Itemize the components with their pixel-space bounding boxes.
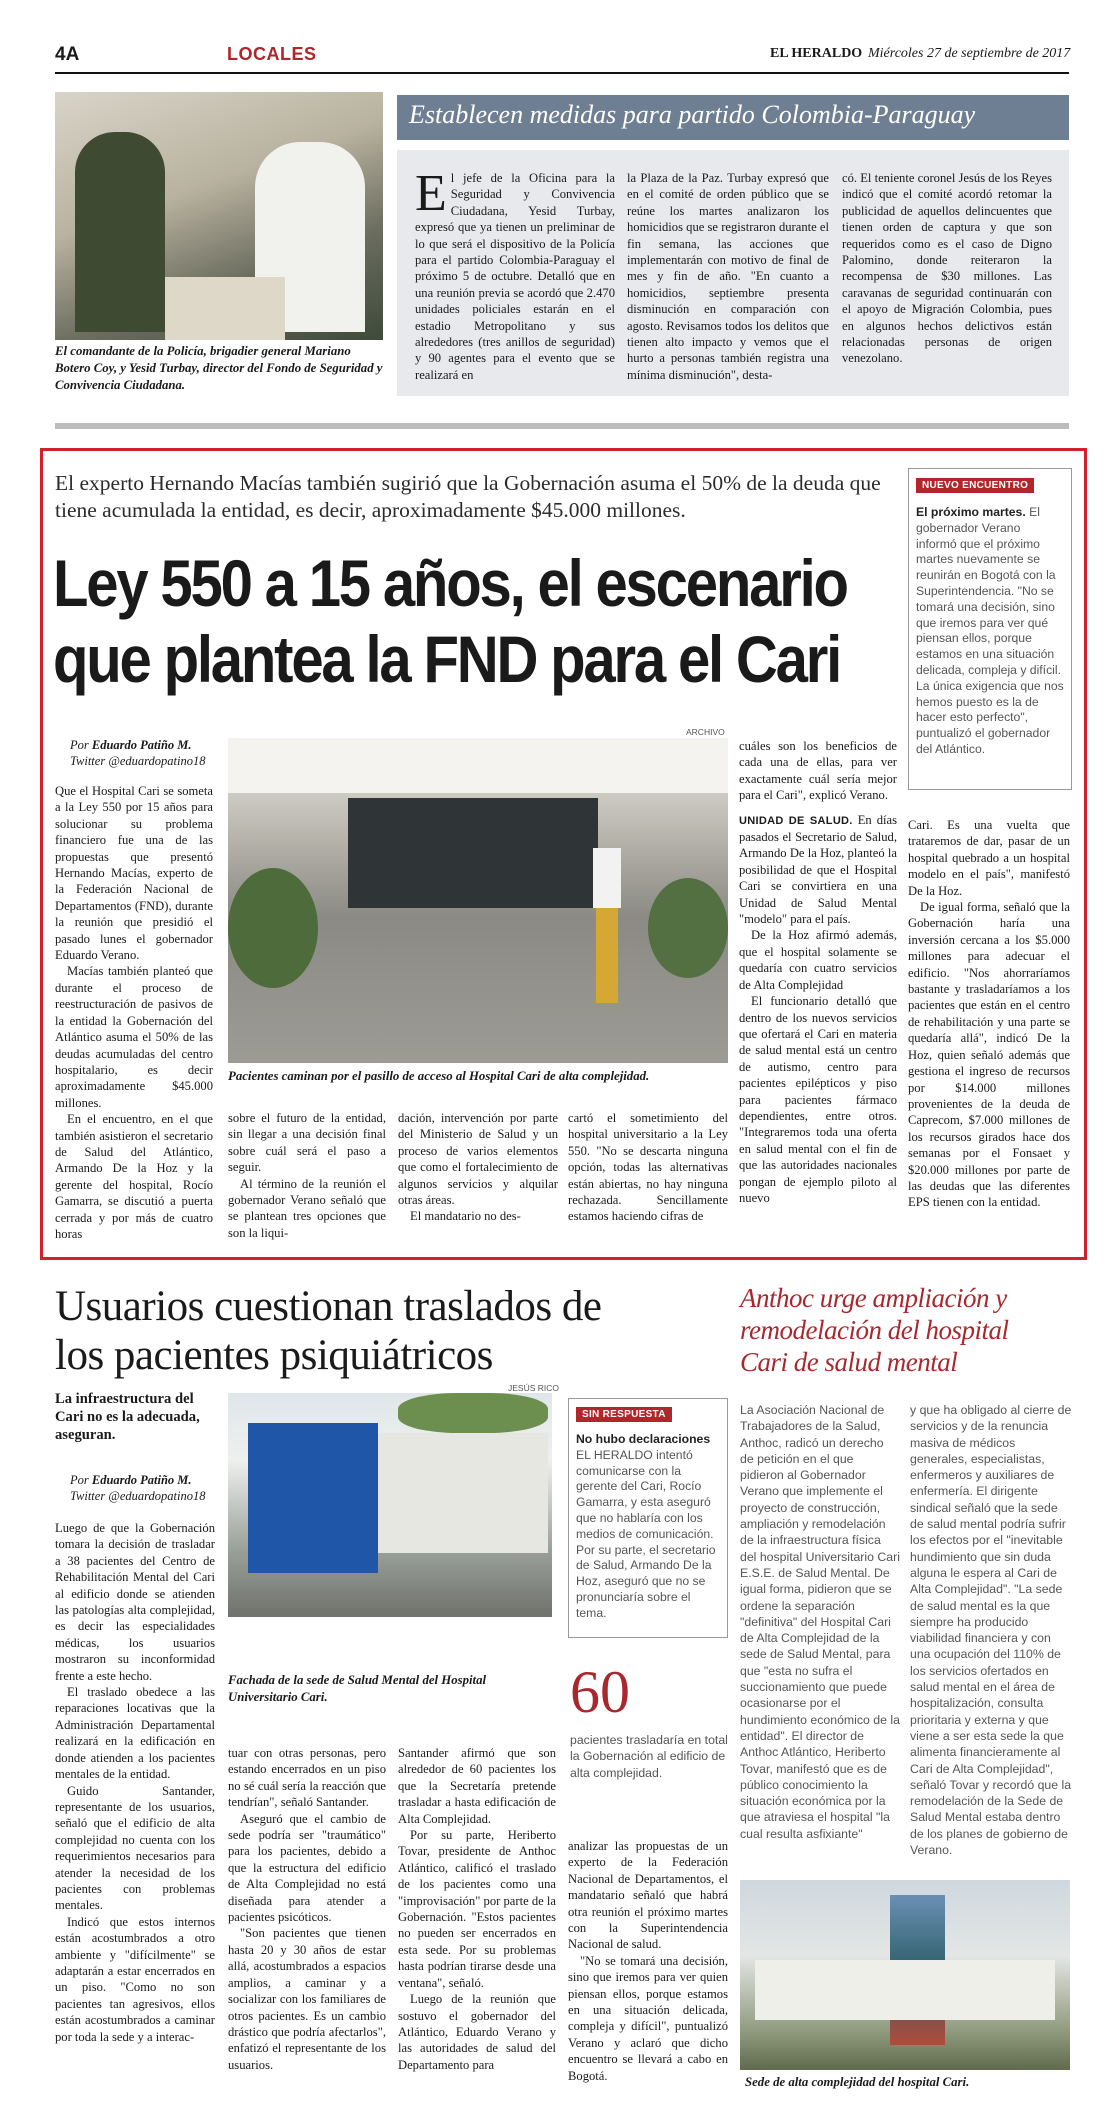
building-wing (755, 1960, 1055, 2020)
story4-headline: Anthoc urge ampliación y remodelación del hospital Cari de salud mental (740, 1283, 1009, 1377)
header-rule (55, 72, 1069, 74)
story3-col3-p2: Por su parte, Heriberto Tovar, presidente de Anthoc Atlántico, calificó el traslado de los pacientes como una "improvisación" por parte de la Gobernación. "Estos pacientes no pueden ser encerrados en esta sede. Por su problemas hasta podrían tirarse desde una ventana", señaló. (398, 1828, 556, 1990)
sidebar-body: El gobernador Verano informó que el próximo martes nuevamente se reunirán en Bogotá con la Superintendencia. "No se tomará una decisión, sino que iremos para ver qué piensan ellos, porque estamos en una situación delicada, compleja y difícil. La única exigencia que nos hemos puesto es la de hacer esto perfecto", puntualizó el gobernador del Atlántico. (916, 505, 1064, 756)
page-number: 4A (55, 44, 80, 65)
byline-name: Eduardo Patiño M. (91, 1473, 192, 1487)
story3-col2-p2: Aseguró que el cambio de sede podría ser "traumático" para los pacientes, debido a que la estructura del edificio de Alta Complejidad no está diseñada para atender a pacientes psicóticos. (228, 1811, 386, 1925)
story3-col3-p1: Santander afirmó que son alrededor de 60 pacientes los que la Secretaría pretende trasladar a hasta edificación de Alta Complejidad. (398, 1746, 556, 1826)
officer-figure (75, 132, 165, 332)
main-col4-p1: cartó el sometimiento del hospital universitario a la Ley 550. "No se descarta ninguna opción, todas las alternativas están abiertas, no hay ninguna rechazada. Sencillamente estamos haciendo cifras de (568, 1111, 728, 1224)
byline-twitter: Twitter @eduardopatino18 (70, 1489, 206, 1503)
main-col2-p1: sobre el futuro de la entidad, sin llegar a una decisión final sobre cuál será el paso a seguir. (228, 1111, 386, 1175)
plant-right (648, 878, 728, 978)
main-col3 (398, 1110, 558, 1241)
story3-byline (70, 1472, 205, 1504)
main-col1 (55, 783, 213, 1241)
story4-col1: La Asociación Nacional de Trabajadores de la Salud, Anthoc, radicó un derecho de petición en el que pidieron al Gobernador Verano que implemente el proyecto de construcción, ampliación y remodelación de la infraestructura física del hospital Universitario Cari E.S.E. de Salud Mental. De igual forma, pidieron que se ordene la separación "definitiva" del Hospital Cari de Alta Complejidad de la sede de Salud Mental, para que "esta no sufra el succionamiento que puede ocasionarse por el hundimiento económico de la entidad". El director de Anthoc Atlántico, Heriberto Tovar, manifestó que es de público conocimiento la situación económica por la que atraviesa el hospital "la cual resulta asfixiante" (740, 1403, 900, 1841)
no-response-tag: SIN RESPUESTA (576, 1407, 672, 1422)
desk (165, 277, 285, 340)
story3-col3-p3: Luego de la reunión que sostuvo el gobernador del Atlántico, Eduardo Verano y las autoridades de salud del Departamento para (398, 1992, 556, 2072)
story3-col2-p3: "Son pacientes que tienen hasta 20 y 30 años de estar allá, acostumbrados a espacios amplios, a caminar y a socializar con los familiares de otros pacientes. Es un cambio drástico que podría afectarlos", enfatizó el representante de los usuarios. (228, 1926, 386, 2072)
main-col1-p1: Que el Hospital Cari se someta a la Ley 550 por 15 años para solucionar su problema financiero fue una de las propuestas que presentó Hernando Macías, experto de la Federación Nacional de Departamentos (FND), durante la reunión que presidió el pasado lunes el gobernador Eduardo Verano. (55, 784, 213, 963)
main-headline (53, 545, 847, 697)
main-col5-p2 (739, 812, 897, 928)
main-photo (228, 738, 728, 1063)
story3-col3 (398, 1745, 556, 2090)
sidebar-text (916, 505, 1064, 758)
subhead-unidad: UNIDAD DE SALUD. (739, 814, 853, 827)
main-col2 (228, 1110, 386, 1241)
no-response-title: No hubo declaraciones (576, 1432, 711, 1446)
story3-col2 (228, 1745, 386, 2090)
story3-photo (228, 1393, 552, 1617)
person-pants (596, 908, 618, 1003)
main-byline (70, 737, 205, 769)
main-col3-p2: El mandatario no des- (410, 1209, 521, 1224)
no-response-text (576, 1432, 720, 1622)
story3-headline: Usuarios cuestionan traslados de los pacientes psiquiátricos (55, 1283, 602, 1379)
sidebar-tag: NUEVO ENCUENTRO (916, 478, 1034, 493)
main-col3-p1: dación, intervención por parte del Ministerio de Salud y un proceso de varios elementos que como el fortalecimiento de algunos servicios y alquilar otras áreas. (398, 1111, 558, 1208)
main-col5-p2-text: En días pasados el Secretario de Salud, Armando De la Hoz, planteó la posibilidad de que el Hospital Cari se convirtiera en una Unidad de Salud Mental "modelo" para el país. (739, 812, 897, 927)
sidebar-title: El próximo martes. (916, 505, 1026, 519)
main-headline-line2: que plantea la FND para el Cari (53, 622, 841, 696)
ceiling (228, 738, 728, 793)
issue-date: Miércoles 27 de septiembre de 2017 (868, 46, 1071, 61)
blue-facade (248, 1423, 378, 1573)
main-col5 (739, 738, 897, 1241)
story3-photo-credit: JESÚS RICO (508, 1383, 560, 1393)
byline-name: Eduardo Patiño M. (91, 738, 192, 752)
story1-col1-text: l jefe de la Oficina para la Seguridad y Convivencia Ciudadana, Yesid Turbay, expresó que ya tienen un preliminar de lo que será el dispositivo de la Policía para el partido Colombia-Paraguay el próximo 5 de octubre. Detalló que en una reunión previa se acordó que 2.470 unidades policiales estarán en el estadio Metropolitano y sus alrededores (tres anillos de seguridad) y 90 agentes para el evento que se realizará en (415, 171, 615, 382)
story3-photo-caption: Fachada de la sede de Salud Mental del Hospital Universitario Cari. (228, 1673, 487, 1704)
sidebar-box (908, 468, 1072, 790)
newspaper-name: EL HERALDO (770, 46, 863, 61)
main-col5-p1: cuáles son los beneficios de cada una de ellas, para ver exactamente cuál sería mejor para el Cari", explicó Verano. (739, 739, 897, 803)
main-photo-caption: Pacientes caminan por el pasillo de acceso al Hospital Cari de alta complejidad. (228, 1069, 650, 1083)
section-divider (55, 423, 1069, 429)
story3-col4 (568, 1838, 728, 2090)
story3-summary: La infraestructura del Cari no es la adecuada, aseguran. (55, 1391, 200, 1443)
main-col2-p2: Al término de la reunión el gobernador Verano señaló que se plantean tres opciones que son la liqui- (228, 1176, 386, 1240)
main-photo-credit: ARCHIVO (686, 727, 725, 737)
main-col5-p3: De la Hoz afirmó además, que el hospital solamente se quedaría con cuatro servicios de Alta Complejidad (739, 928, 897, 992)
main-col5-p4: El funcionario detalló que dentro de los nuevos servicios que ofertará el Cari en materia de salud mental está un centro de autismo, centro para pacientes epilépticos y piso para pacientes fármaco dependientes, entre otros. "Integraremos toda una oferta en salud mental con el fin de que las autoridades nacionales pongan de ejemplo piloto al nuevo (739, 994, 897, 1205)
no-response-box (568, 1398, 728, 1638)
story1-col1 (415, 170, 615, 388)
story1-col2: la Plaza de la Paz. Turbay expresó que en el comité de orden público que se reúne los martes analizaron los homicidios que se registraron durante el fin semana, las acciones que implementarán con motivo de final de mes y fin de año. "En cuanto a homicidios, septiembre presenta disminución en comparación con agosto. Revisamos todos los delitos que tienen alto impacto y vemos que el hurto a personas también registra una mínima disminución", desta- (627, 171, 829, 382)
main-col4 (568, 1110, 728, 1241)
story1-col3: có. El teniente coronel Jesús de los Reyes indicó que el comité acordó retomar la publicidad de aquellos delincuentes que tienen orden de captura y que son requeridos como es el caso de Digno Palomino, donde reiteraron la recompensa de $30 millones. Las caravanas de seguridad continuarán con el apoyo de Migración Colombia, pues en algunos hechos delictivos están relacionadas personas de origen venezolano. (842, 171, 1052, 366)
tree (398, 1393, 548, 1433)
story1-headline: Establecen medidas para partido Colombia-Paraguay (397, 95, 1069, 140)
byline-by: Por (70, 1473, 89, 1487)
story3-col1-p4: Indicó que estos internos están acostumbrados a otro ambiente y "difícilmente" se adaptarán a estar encerrados en un piso. "Como no son pacientes tan agresivos, ellos están acostumbrados a caminar por toda la sede y a interac- (55, 1914, 215, 2044)
main-headline-line1: Ley 550 a 15 años, el escenario (53, 546, 847, 620)
story1-photo (55, 92, 383, 340)
story4-photo-caption: Sede de alta complejidad del hospital Cari. (745, 2075, 970, 2089)
no-response-body: EL HERALDO intentó comunicarse con la gerente del Cari, Rocío Gamarra, y esta aseguró que no hablaría con los medios de comunicación. Por su parte, el secretario de Salud, Armando De la Hoz, aseguró que no se pronunciaría sobre el tema. (576, 1447, 716, 1620)
main-col1-p2: Macías también planteó que durante el proceso de reestructuración de pasivos de la entidad la Gobernación del Atlántico asuma el 50% de las deudas acumuladas del centro hospitalario, es decir aproximadamente $45.000 millones. (55, 964, 213, 1110)
section-name: LOCALES (227, 44, 317, 64)
story3-col4-p1: analizar las propuestas de un experto de la Federación Nacional de Departamentos, el mandatario señaló que habrá otra reunión el próximo martes con la Superintendencia Nacional de salud. (568, 1839, 728, 1952)
stat-text: pacientes trasladaría en total la Gobernación al edificio de alta complejidad. (570, 1733, 728, 1780)
main-col1-p3: En el encuentro, en el que también asistieron el secretario de Salud del Atlántico, Armando De la Hoz y la gerente del hospital, Rocío Gamarra, se discutió a puerta cerrada y por más de cuatro horas (55, 1112, 213, 1241)
byline-twitter: Twitter @eduardopatino18 (70, 754, 206, 768)
stat-number: 60 (570, 1659, 630, 1725)
dropcap: E (415, 170, 447, 222)
person-shirt (593, 848, 621, 908)
main-col6-p2: De igual forma, señaló que la Gobernación haría una inversión cercana a los $5.000 millones para adecuar el edificio. "Nos ahorraríamos bastante y trasladaríamos a los pacientes que están en el centro de rehabilitación y una parte se quedaría allá", indicó De la Hoz, quien señaló además que gestiona el ingreso de recursos por $14.000 millones provenientes de la deuda de Caprecom, $7.000 millones de los recursos girados hace dos semanas por el Fonsaet y $20.000 millones por parte de las deudas que las diferentes EPS tienen con la entidad. (908, 900, 1070, 1210)
story3-col1-p3: Guido Santander, representante de los usuarios, señaló que el edificio de alta complejidad no cuenta con los requerimientos necesarios para atender la necesidad de los pacientes con problemas mentales. (55, 1783, 215, 1913)
story3-col1-p1: Luego de que la Gobernación tomara la decisión de trasladar a 38 pacientes del Centro de Rehabilitación Mental del Cari al edificio donde se atienden las patologías alta complejidad, es decir las especialidades médicas, los usuarios mostraron su inconformidad frente a este hecho. (55, 1521, 215, 1683)
main-col6-p1: Cari. Es una vuelta que trataremos de dar, pasar de un hospital quebrado a un hospital modelo en el país", manifestó De la Hoz. (908, 818, 1070, 898)
story3-col2-p1: tuar con otras personas, pero estando encerrados en un piso no sé cuál sería la reacción que tendrían", señaló Santander. (228, 1746, 386, 1810)
story3-col1-p2: El traslado obedece a las reparaciones locativas que la Administración Departamental realizará en la edificación en donde atienden a los pacientes mentales de la entidad. (55, 1685, 215, 1782)
story1-caption: El comandante de la Policía, brigadier general Mariano Botero Coy, y Yesid Turbay, director del Fondo de Seguridad y Convivencia Ciudadana. (55, 344, 383, 392)
byline-by: Por (70, 738, 89, 752)
story3-col1 (55, 1520, 215, 2090)
corridor-entrance (348, 798, 598, 908)
gate (378, 1433, 548, 1553)
main-deck: El experto Hernando Macías también sugirió que la Gobernación asuma el 50% de la deuda que tiene acumulada la entidad, es decir, aproximadamente $45.000 millones. (55, 471, 881, 522)
plant-left (228, 868, 318, 988)
main-col6 (908, 817, 1070, 1241)
story3-col4-p2: "No se tomará una decisión, sino que iremos para ver quien piensan ellos, porque estamos en una situación delicada, compleja y difícil", puntualizó Verano y aclaró que dicho encuentro se llevará a cabo en Bogotá. (568, 1953, 728, 2083)
story4-photo (740, 1880, 1070, 2070)
story4-col2: y que ha obligado al cierre de servicios y de la renuncia masiva de médicos generales, especialistas, enfermeros y auxiliares de enfermería. El dirigente sindical señaló que la sede de salud mental podría sufrir los efectos por el "inevitable hundimiento que sin duda alguna le espera al Cari de Alta Complejidad". "La sede de salud mental es la que siempre ha producido viabilidad financiera y con una ocupación del 110% de los servicios ofertados en salud mental en el área de hospitalización, consulta prioritaria y externa y que viene a ser esta sede la que alimenta financieramente al Cari de Alta Complejidad", señaló Tovar y recordó que la remodelación de la Sede de Salud Mental estaba dentro de los planes de gobierno de Verano. (910, 1403, 1072, 1858)
